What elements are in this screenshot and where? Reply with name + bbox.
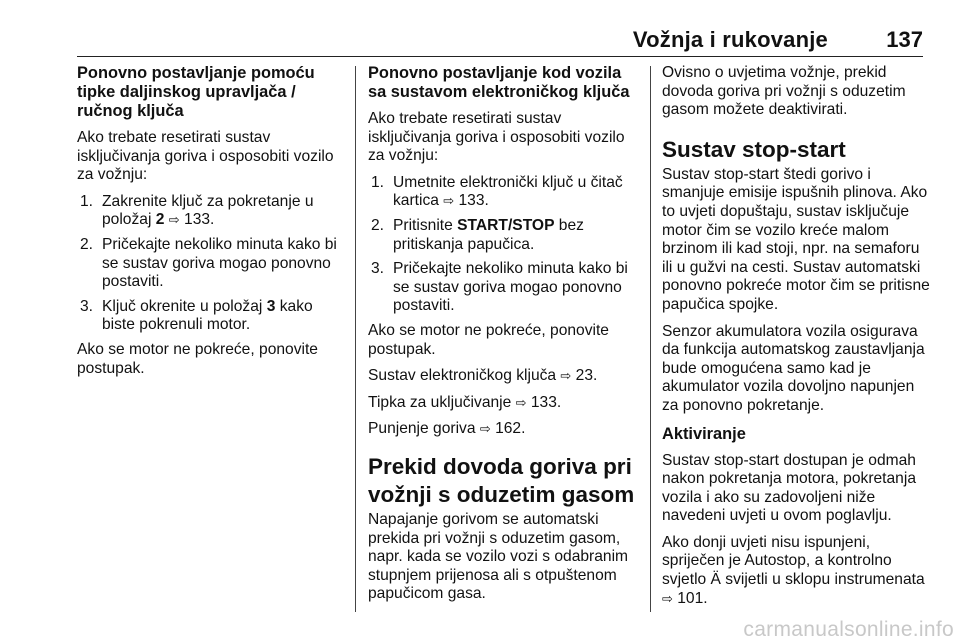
numbered-list [77, 193, 345, 335]
section-heading: Ponovno postavljanje kod vozila sa sustavom elektroničkog ključa [368, 64, 630, 101]
autostop-warning-icon: Ä [710, 571, 721, 589]
section-title: Prekid dovoda goriva pri vožnji s oduzetim gasom [368, 453, 635, 507]
cross-reference: Punjenje goriva ⇨ 162. [368, 420, 526, 438]
column-middle [368, 64, 638, 612]
paragraph: Sustav stop-start dostupan je odmah nakon pokretanja motora, pokretanja vozila i ako su zadovoljeni niže navedeni uvjeti u ovom poglavlju. [662, 451, 916, 525]
section-heading: Ponovno postavljanje pomoću tipke daljinskog upravljača / ručnog ključa [77, 64, 315, 120]
page-ref-arrow-icon: ⇨ [443, 193, 455, 209]
list-item: 2. Pričekajte nekoliko minuta kako bi se sustav goriva mogao ponovno postaviti. [80, 235, 337, 291]
list-number: 1. [80, 192, 94, 210]
page-ref-arrow-icon: ⇨ [515, 394, 527, 410]
page-ref-arrow-icon: ⇨ [560, 368, 572, 384]
list-number: 2. [80, 235, 94, 253]
paragraph: Senzor akumulatora vozila osigurava da funkcija automatskog zaustavljanja bude omogućena samo kad je akumulator vozila dovoljno napunjen za ponovno pokretanje. [662, 322, 925, 414]
list-item: 3. Pričekajte nekoliko minuta kako bi se sustav goriva mogao ponovno postaviti. [371, 260, 628, 315]
paragraph: Ovisno o uvjetima vožnje, prekid dovoda goriva pri vožnji s oduzetim gasom možete deaktivirati. [662, 64, 906, 119]
paragraph: Ako se motor ne pokreće, ponovite postupak. [368, 321, 609, 358]
paragraph: Sustav stop-start štedi gorivo i smanjuje emisije ispušnih plinova. Ako to uvjeti dopuštaju, sustav isključuje motor čim se vozilo kreće malom brzinom ili kad stoji, npr. na semaforu ili u gužvi na cesti. Sustav automatski ponovno pokreće motor čim se pritisne papučica spojke. [662, 165, 930, 313]
page-ref-arrow-icon: ⇨ [168, 212, 180, 228]
column-right [662, 64, 930, 616]
list-item: 3. Ključ okrenite u položaj 3 kako biste pokrenuli motor. [80, 297, 313, 334]
cross-reference: Sustav elektroničkog ključa ⇨ 23. [368, 367, 598, 385]
page-reference[interactable]: 23. [571, 367, 598, 385]
paragraph: Ako donji uvjeti nisu ispunjeni, spriječen je Autostop, a kontrolno svjetlo Ä svijetli u sklopu instrumenata ⇨ 101. [662, 533, 925, 607]
page-header [0, 0, 960, 57]
list-number: 3. [80, 297, 94, 315]
header-rule [77, 56, 923, 57]
watermark: carmanualsonline.info [743, 618, 954, 641]
page-reference[interactable]: 162. [490, 420, 526, 438]
page-number: 137 [886, 27, 923, 52]
list-item: 1. Zakrenite ključ za pokretanje u položaj 2 ⇨ 133. [80, 192, 314, 229]
page-reference[interactable]: 133. [526, 393, 562, 411]
list-number: 2. [371, 216, 385, 234]
section-title: Sustav stop-start [662, 136, 846, 162]
page-reference[interactable]: 101. [672, 589, 708, 607]
subsection-heading: Aktiviranje [662, 424, 746, 443]
list-item: 2. Pritisnite START/STOP bez pritiskanja papučica. [371, 216, 584, 253]
chapter-title: Vožnja i rukovanje [632, 27, 828, 52]
numbered-list [368, 174, 638, 316]
paragraph: Ako se motor ne pokreće, ponovite postupak. [77, 340, 318, 377]
page-reference[interactable]: 133. [454, 192, 489, 210]
page-reference[interactable]: 133. [179, 211, 215, 229]
list-number: 3. [371, 260, 385, 278]
column-left [77, 64, 345, 386]
column-divider [650, 66, 651, 612]
paragraph: Napajanje gorivom se automatski prekida pri vožnji s oduzetim gasom, napr. kada se vozilo vozi s odabranim stupnjem prijenosa ali s otpuštenom papučicom gasa. [368, 510, 629, 603]
paragraph: Ako trebate resetirati sustav isključivanja goriva i osposobiti vozilo za vožnju: [77, 129, 334, 184]
paragraph: Ako trebate resetirati sustav isključivanja goriva i osposobiti vozilo za vožnju: [368, 110, 625, 165]
page-ref-arrow-icon: ⇨ [479, 421, 491, 437]
column-divider [355, 66, 356, 612]
list-number: 1. [371, 173, 385, 191]
page-ref-arrow-icon: ⇨ [662, 590, 673, 606]
cross-reference: Tipka za uključivanje ⇨ 133. [368, 393, 562, 411]
list-item: 1. Umetnite elektronički ključ u čitač kartica ⇨ 133. [371, 173, 623, 210]
